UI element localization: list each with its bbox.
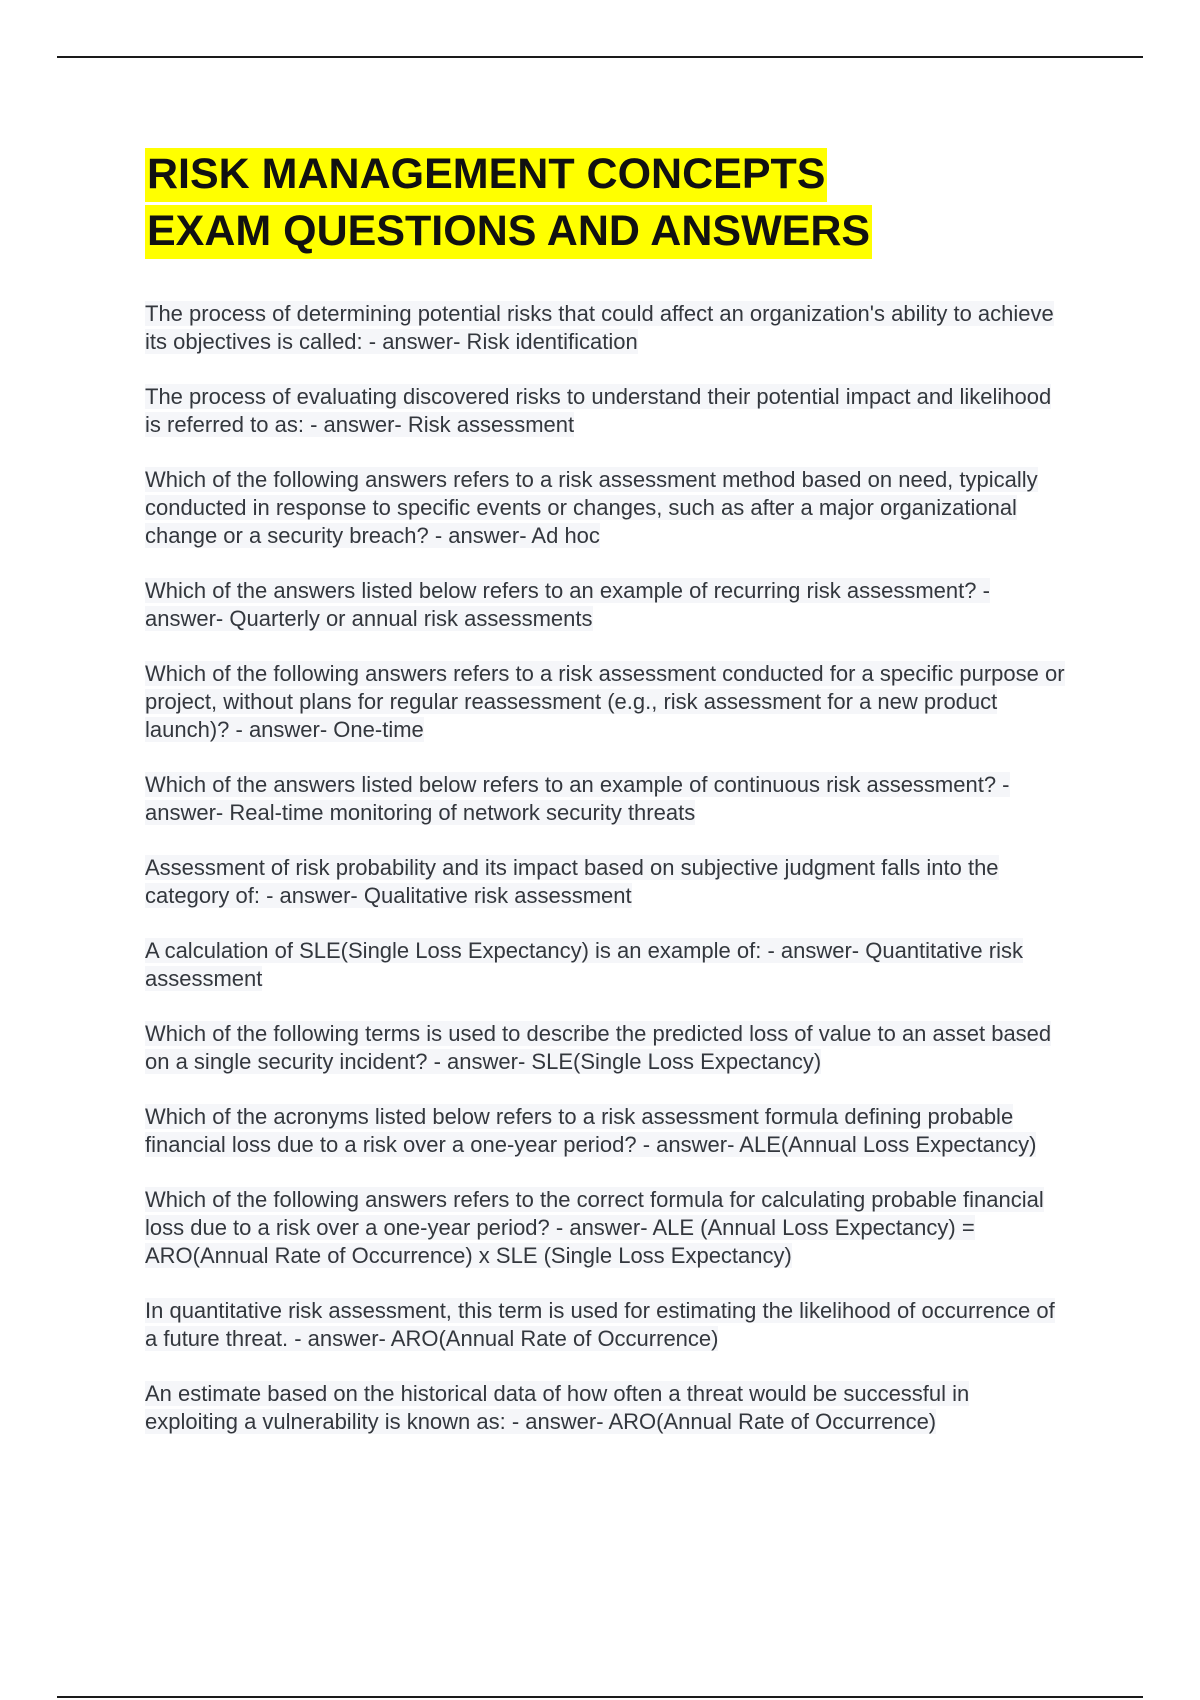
qa-item bbox=[145, 660, 1065, 744]
qa-text: In quantitative risk assessment, this term is used for estimating the likelihood of occurrence of a future threat. - answer- ARO(Annual Rate of Occurrence) bbox=[145, 1298, 1055, 1351]
qa-text: Which of the following answers refers to a risk assessment conducted for a specific purpose or project, without plans for regular reassessment (e.g., risk assessment for a new product launch)? - answer- One-time bbox=[145, 661, 1065, 742]
qa-text: Which of the following terms is used to describe the predicted loss of value to an asset based on a single security incident? - answer- SLE(Single Loss Expectancy) bbox=[145, 1021, 1052, 1074]
header-rule bbox=[57, 56, 1143, 58]
qa-text: An estimate based on the historical data of how often a threat would be successful in exploiting a vulnerability is known as: - answer- ARO(Annual Rate of Occurrence) bbox=[145, 1381, 970, 1434]
qa-list bbox=[145, 300, 1065, 1463]
qa-item bbox=[145, 854, 1065, 910]
qa-text: Which of the following answers refers to a risk assessment method based on need, typically conducted in response to specific events or changes, such as after a major organizational change or a security breach? - answer- Ad hoc bbox=[145, 467, 1038, 548]
document-title bbox=[145, 146, 1145, 260]
qa-item bbox=[145, 1020, 1065, 1076]
qa-text: Which of the answers listed below refers to an example of continuous risk assessment? - answer- Real-time monitoring of network security threats bbox=[145, 772, 1010, 825]
qa-item bbox=[145, 1186, 1065, 1270]
qa-text: Assessment of risk probability and its impact based on subjective judgment falls into the category of: - answer- Qualitative risk assessment bbox=[145, 855, 999, 908]
footer-rule bbox=[57, 1696, 1143, 1698]
qa-item bbox=[145, 383, 1065, 439]
qa-item bbox=[145, 300, 1065, 356]
qa-text: Which of the following answers refers to the correct formula for calculating probable financial loss due to a risk over a one-year period? - answer- ALE (Annual Loss Expectancy) = ARO(Annual Rate of Occurrence) x SLE (Single Loss Expectancy) bbox=[145, 1187, 1044, 1268]
qa-item bbox=[145, 577, 1065, 633]
title-line-2: EXAM QUESTIONS AND ANSWERS bbox=[147, 207, 871, 255]
title-highlight bbox=[145, 148, 872, 259]
title-line-1: RISK MANAGEMENT CONCEPTS bbox=[147, 150, 826, 198]
qa-text: A calculation of SLE(Single Loss Expectancy) is an example of: - answer- Quantitative risk assessment bbox=[145, 938, 1023, 991]
qa-text: The process of determining potential risks that could affect an organization's ability to achieve its objectives is called: - answer- Risk identification bbox=[145, 301, 1054, 354]
qa-item bbox=[145, 466, 1065, 550]
qa-text: Which of the answers listed below refers to an example of recurring risk assessment? - answer- Quarterly or annual risk assessments bbox=[145, 578, 990, 631]
qa-item bbox=[145, 1380, 1065, 1436]
qa-text: The process of evaluating discovered risks to understand their potential impact and likelihood is referred to as: - answer- Risk assessment bbox=[145, 384, 1052, 437]
qa-item bbox=[145, 1297, 1065, 1353]
qa-item bbox=[145, 771, 1065, 827]
qa-item bbox=[145, 1103, 1065, 1159]
qa-item bbox=[145, 937, 1065, 993]
qa-text: Which of the acronyms listed below refers to a risk assessment formula defining probable financial loss due to a risk over a one-year period? - answer- ALE(Annual Loss Expectancy) bbox=[145, 1104, 1037, 1157]
